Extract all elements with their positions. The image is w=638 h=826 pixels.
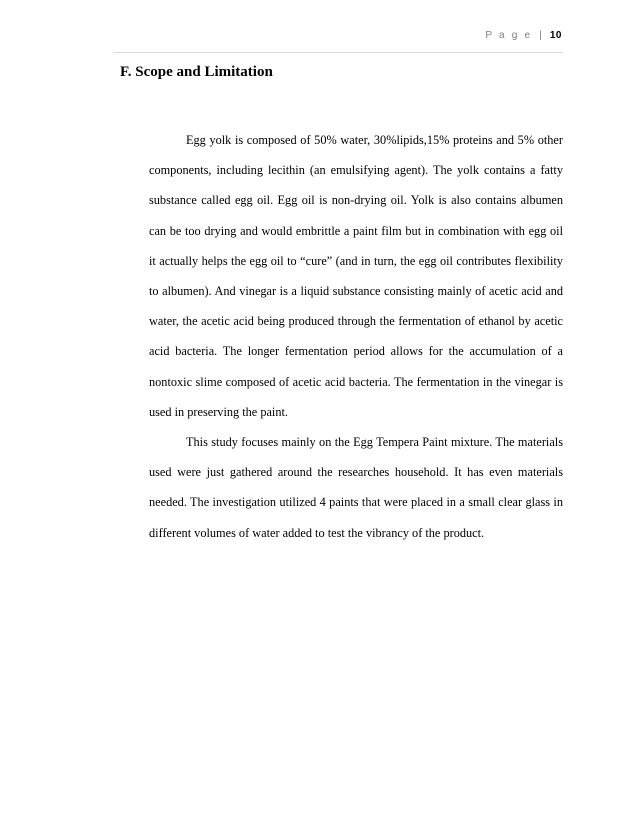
body-text [149,125,563,548]
page-number: 10 [549,30,562,41]
page-separator: | [539,30,542,41]
page-header [485,30,562,41]
paragraph-1: Egg yolk is composed of 50% water, 30%lipids,15% proteins and 5% other components, including lecithin (an emulsifying agent). The yolk contains a fatty substance called egg oil. Egg oil is non-drying oil. Yolk is also contains albumen can be too drying and would embrittle a paint film but in combination with egg oil it actually helps the egg oil to “cure” (and in turn, the egg oil contributes flexibility to albumen). And vinegar is a liquid substance consisting mainly of acetic acid and water, the acetic acid being produced through the fermentation of ethanol by acetic acid bacteria. The longer fermentation period allows for the accumulation of a nontoxic slime composed of acetic acid bacteria. The fermentation in the vinegar is used in preserving the paint. [149,133,563,419]
header-rule [113,52,563,53]
section-heading: F. Scope and Limitation [120,64,273,80]
page-label: P a g e [485,30,533,41]
paragraph-2: This study focuses mainly on the Egg Tempera Paint mixture. The materials used were just gathered around the researches household. It has even materials needed. The investigation utilized 4 paints that were placed in a small clear glass in different volumes of water added to test the vibrancy of the product. [149,435,563,540]
